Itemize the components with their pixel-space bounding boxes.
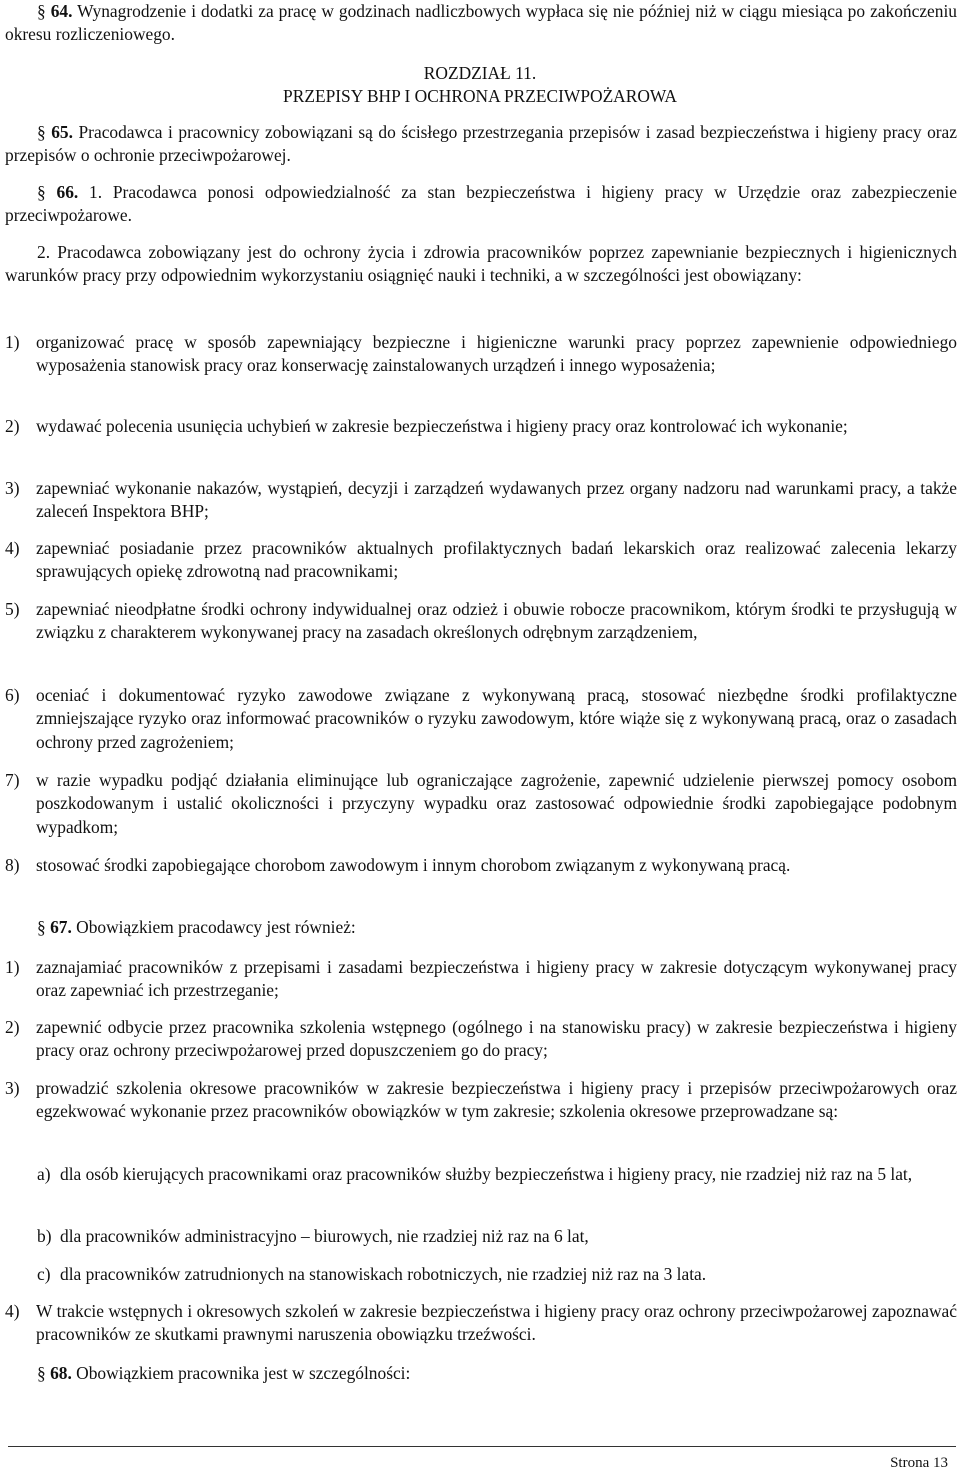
list-item-text: stosować środki zapobiegające chorobom zawodowym i innym chorobom związanym z wykonywaną pracą. bbox=[36, 855, 791, 875]
paragraph-text: Obowiązkiem pracownika jest w szczególności: bbox=[76, 1363, 411, 1383]
section-sign: § bbox=[37, 1363, 46, 1383]
list-item bbox=[5, 477, 957, 524]
list-item bbox=[5, 769, 957, 839]
paragraph-number: 66. bbox=[56, 182, 79, 202]
paragraph-number: 64. bbox=[50, 1, 73, 21]
paragraph-65 bbox=[5, 121, 957, 168]
list-item bbox=[5, 956, 957, 1003]
list-item bbox=[5, 1077, 957, 1124]
paragraph-text: Obowiązkiem pracodawcy jest również: bbox=[76, 917, 356, 937]
list-item-label: 3) bbox=[5, 478, 20, 498]
list-item-text: zapewnić odbycie przez pracownika szkolenia wstępnego (ogólnego i na stanowisku pracy) w zakresie bezpieczeństwa i higieny pracy oraz ochrony przeciwpożarowej przed dopuszczeniem go do pracy; bbox=[36, 1017, 957, 1061]
list-item-text: wydawać polecenia usunięcia uchybień w zakresie bezpieczeństwa i higieny pracy oraz kontrolować ich wykonanie; bbox=[36, 416, 848, 436]
list-item-label: 8) bbox=[5, 855, 20, 875]
paragraph-number: 65. bbox=[51, 122, 73, 142]
list-item bbox=[5, 331, 957, 378]
chapter-title: PRZEPISY BHP I OCHRONA PRZECIWPOŻAROWA bbox=[283, 86, 677, 106]
paragraph-66-section-2: 2. Pracodawca zobowiązany jest do ochrony życia i zdrowia pracowników poprzez zapewnianie bezpiecznych i higienicznych warunków pracy przy odpowiednim wykorzystaniu osiągnięć nauki i techniki, a w szczególności jest obowiązany: bbox=[5, 242, 957, 286]
list-item bbox=[5, 1300, 957, 1347]
list-item-label: 6) bbox=[5, 685, 20, 705]
paragraph-67 bbox=[5, 916, 957, 939]
paragraph-text: 1. Pracodawca ponosi odpowiedzialność za stan bezpieczeństwa i higieny pracy w Urzędzie oraz zabezpieczenie przeciwpożarowe. bbox=[5, 182, 957, 226]
sub-list-item-text: dla osób kierujących pracownikami oraz pracowników służby bezpieczeństwa i higieny pracy, nie rzadziej niż raz na 5 lat, bbox=[60, 1164, 913, 1184]
sub-list-item bbox=[37, 1263, 957, 1286]
paragraph-64 bbox=[5, 0, 957, 47]
paragraph-text: Wynagrodzenie i dodatki za pracę w godzinach nadliczbowych wypłaca się nie później niż w ciągu miesiąca po zakończeniu okresu rozliczeniowego. bbox=[5, 1, 957, 45]
list-item bbox=[5, 537, 957, 584]
sub-list-item-text: dla pracowników zatrudnionych na stanowiskach robotniczych, nie rzadziej niż raz na 3 lata. bbox=[60, 1264, 707, 1284]
paragraph-66-section-1 bbox=[5, 181, 957, 228]
list-item-text: w razie wypadku podjąć działania eliminujące lub ograniczające zagrożenie, zapewnić udzielenie pierwszej pomocy osobom poszkodowanym i ustalić okoliczności i przyczyny wypadku oraz zastosować odpowiednie środki zapobiegające podobnym wypadkom; bbox=[36, 770, 957, 837]
chapter-number: ROZDZIAŁ 11. bbox=[423, 63, 537, 83]
paragraph-number: 67. bbox=[50, 917, 72, 937]
list-item-label: 5) bbox=[5, 599, 20, 619]
list-item-text: zaznajamiać pracowników z przepisami i zasadami bezpieczeństwa i higieny pracy w zakresie dotyczącym wykonywanej pracy oraz zapewniać ich przestrzeganie; bbox=[36, 957, 957, 1001]
list-item-label: 2) bbox=[5, 416, 20, 436]
sub-list-item-text: dla pracowników administracyjno – biurowych, nie rzadziej niż raz na 6 lat, bbox=[60, 1226, 589, 1246]
list-item-label: 1) bbox=[5, 332, 20, 352]
page-number: Strona 13 bbox=[890, 1455, 948, 1471]
sub-list-item bbox=[37, 1225, 957, 1248]
paragraph-number: 68. bbox=[50, 1363, 72, 1383]
sub-list-item-label: a) bbox=[37, 1164, 51, 1184]
section-sign: § bbox=[37, 1, 46, 21]
sub-list-item bbox=[37, 1163, 957, 1186]
sub-list-item-label: c) bbox=[37, 1264, 51, 1284]
sub-list-item-label: b) bbox=[37, 1226, 52, 1246]
section-sign: § bbox=[37, 917, 46, 937]
list-item bbox=[5, 598, 957, 645]
list-item bbox=[5, 854, 957, 877]
list-item-label: 4) bbox=[5, 538, 20, 558]
list-item-label: 7) bbox=[5, 770, 20, 790]
footer-divider bbox=[8, 1446, 956, 1447]
paragraph-text: Pracodawca i pracownicy zobowiązani są do ścisłego przestrzegania przepisów i zasad bezpieczeństwa i higieny pracy oraz przepisów o ochronie przeciwpożarowej. bbox=[5, 122, 957, 166]
list-item-label: 1) bbox=[5, 957, 20, 977]
list-item-label: 4) bbox=[5, 1301, 20, 1321]
list-item-text: oceniać i dokumentować ryzyko zawodowe związane z wykonywaną pracą, stosować niezbędne środki profilaktyczne zmniejszające ryzyko oraz informować pracowników o ryzyku zawodowym, które wiąże się z wykonywaną pracą, oraz o zasadach ochrony przed zagrożeniem; bbox=[36, 685, 957, 752]
list-item-text: zapewniać posiadanie przez pracowników aktualnych profilaktycznych badań lekarskich oraz realizować zalecenia lekarzy sprawujących opiekę zdrowotną nad pracownikami; bbox=[36, 538, 957, 582]
section-sign: § bbox=[37, 122, 46, 142]
section-sign: § bbox=[37, 182, 46, 202]
list-item-text: prowadzić szkolenia okresowe pracowników w zakresie bezpieczeństwa i higieny pracy i przepisów przeciwpożarowych oraz egzekwować wykonanie przez pracowników obowiązków w tym zakresie; szkolenia okresowe przeprowadzane są: bbox=[36, 1078, 957, 1122]
list-item-text: organizować pracę w sposób zapewniający bezpieczne i higieniczne warunki pracy poprzez zapewnienie odpowiedniego wyposażenia stanowisk pracy oraz konserwację zainstalowanych urządzeń i innego wyposażenia; bbox=[36, 332, 957, 376]
list-item-text: zapewniać wykonanie nakazów, wystąpień, decyzji i zarządzeń wydawanych przez organy nadzoru nad warunkami pracy, a także zaleceń Inspektora BHP; bbox=[36, 478, 957, 522]
list-item bbox=[5, 1016, 957, 1063]
list-item-text: zapewniać nieodpłatne środki ochrony indywidualnej oraz odzież i obuwie robocze pracownikom, którym środki te przysługują w związku z charakterem wykonywanej pracy na zasadach określonych odrębnym zarządzeniem, bbox=[36, 599, 957, 643]
list-item bbox=[5, 684, 957, 754]
list-item-label: 3) bbox=[5, 1078, 20, 1098]
list-item bbox=[5, 415, 957, 438]
paragraph-68 bbox=[5, 1362, 957, 1385]
list-item-label: 2) bbox=[5, 1017, 20, 1037]
list-item-text: W trakcie wstępnych i okresowych szkoleń w zakresie bezpieczeństwa i higieny pracy oraz ochrony przeciwpożarowej zapoznawać pracowników ze skutkami prawnymi naruszenia obowiązku trzeźwości. bbox=[36, 1301, 957, 1345]
